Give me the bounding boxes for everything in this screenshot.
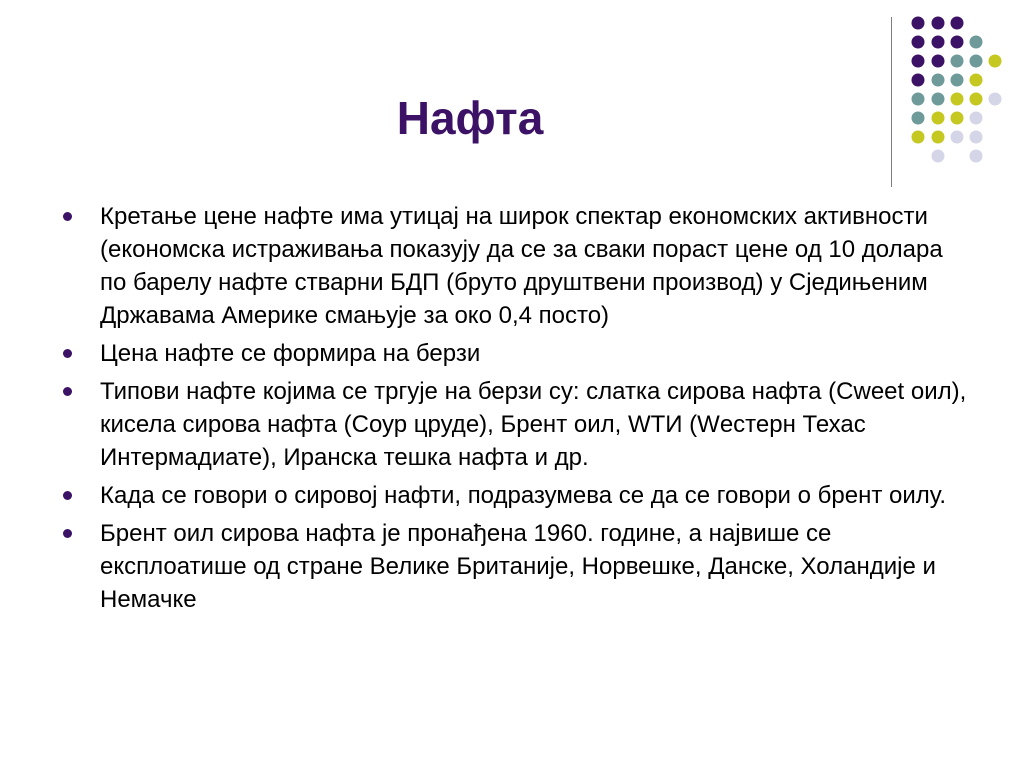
bullet-text: Када се говори о сировој нафти, подразумева се да се говори о брент оилу. bbox=[100, 482, 947, 509]
decorative-dot bbox=[932, 112, 945, 125]
decorative-dot bbox=[932, 36, 945, 49]
decorative-dot bbox=[951, 112, 964, 125]
bullet-item bbox=[60, 200, 970, 332]
decorative-dot bbox=[932, 131, 945, 144]
bullet-list bbox=[60, 200, 970, 621]
decorative-dot bbox=[970, 131, 983, 144]
bullet-text: Типови нафте којима се тргује на берзи су: слатка сирова нафта (Сweet оил), кисела сирова нафта (Соур цруде), Брент оил, WТИ (Wестерн Техас Интермадиате), Иранска тешка нафта и др. bbox=[100, 378, 967, 471]
bullet-marker bbox=[63, 387, 72, 396]
decorative-dot bbox=[912, 17, 925, 30]
decorative-dot bbox=[932, 55, 945, 68]
decorative-dot bbox=[951, 36, 964, 49]
bullet-text: Кретање цене нафте има утицај на широк спектар економских активности (економска истраживања показују да се за сваки пораст цене од 10 долара по барелу нафте стварни БДП (бруто друштвени производ) у Сједињеним Државама Америке смањује за око 0,4 посто) bbox=[100, 203, 943, 329]
decorative-dot bbox=[912, 36, 925, 49]
decorative-dot bbox=[932, 93, 945, 106]
bullet-marker bbox=[63, 491, 72, 500]
decorative-dot bbox=[989, 93, 1002, 106]
decorative-dot bbox=[912, 55, 925, 68]
decorative-dot bbox=[912, 93, 925, 106]
decorative-dot bbox=[932, 74, 945, 87]
decorative-dot bbox=[970, 93, 983, 106]
bullet-marker bbox=[63, 212, 72, 221]
decorative-dot bbox=[970, 112, 983, 125]
decorative-dot bbox=[970, 36, 983, 49]
decorative-dot bbox=[951, 55, 964, 68]
slide-title: Нафта bbox=[396, 92, 544, 144]
decorative-dot bbox=[951, 93, 964, 106]
bullet-marker bbox=[63, 529, 72, 538]
decorative-dot bbox=[970, 74, 983, 87]
decorative-dot bbox=[912, 74, 925, 87]
bullet-item bbox=[60, 337, 970, 370]
decorative-dot bbox=[932, 150, 945, 163]
bullet-item bbox=[60, 375, 970, 474]
bullet-text: Брент оил сирова нафта је пронађена 1960. године, а највише се експлоатише од стране Велике Британије, Норвешке, Данске, Холандије и Немачке bbox=[100, 520, 936, 613]
bullet-marker bbox=[63, 349, 72, 358]
decorative-dot bbox=[951, 131, 964, 144]
decorative-dot bbox=[912, 112, 925, 125]
decorative-dot bbox=[912, 131, 925, 144]
bullet-item bbox=[60, 517, 970, 616]
decorative-dot bbox=[989, 55, 1002, 68]
decorative-dot bbox=[951, 74, 964, 87]
bullet-item bbox=[60, 479, 970, 512]
decorative-dot bbox=[932, 17, 945, 30]
decorative-dot bbox=[970, 55, 983, 68]
decorative-dot bbox=[951, 17, 964, 30]
decorative-dot bbox=[970, 150, 983, 163]
bullet-text: Цена нафте се формира на берзи bbox=[100, 340, 481, 367]
